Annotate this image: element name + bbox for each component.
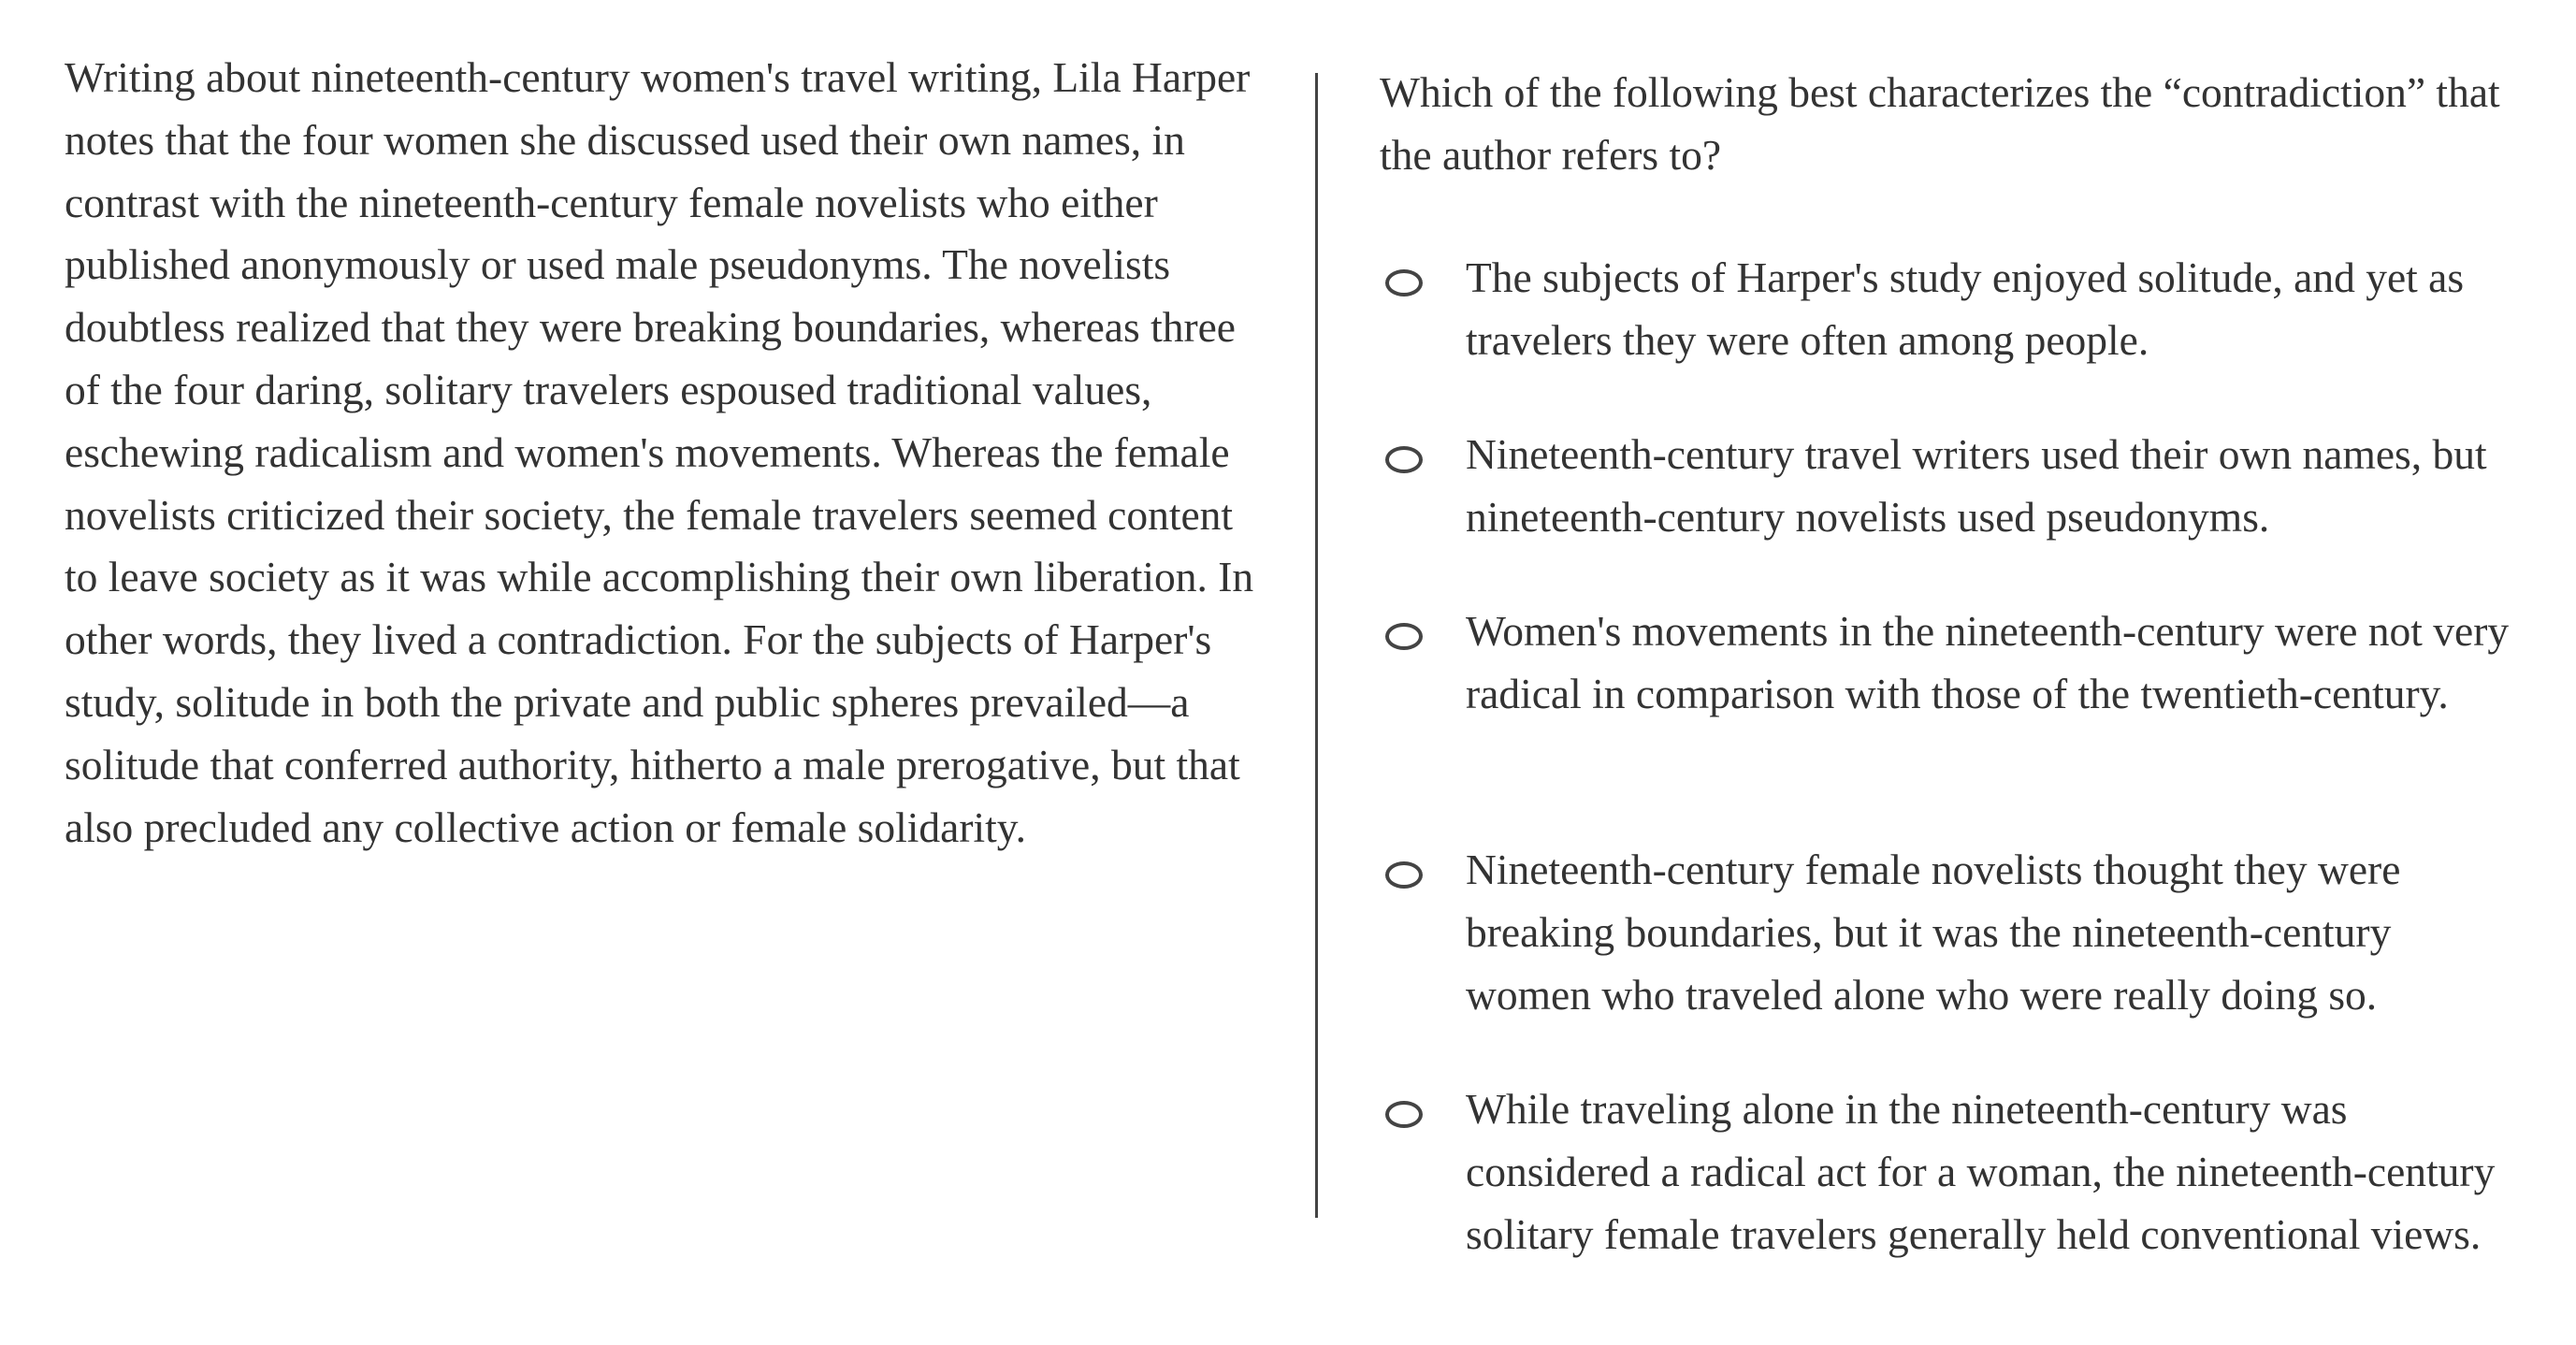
answer-choice-label: While traveling alone in the nineteenth-century was considered a radical act for a woman, the nineteenth-century solitary female travelers generally held conventional views.: [1466, 1085, 2496, 1258]
answer-choice-label: The subjects of Harper's study enjoyed solitude, and yet as travelers they were often among people.: [1466, 253, 2465, 364]
answer-choice-d[interactable]: [1380, 839, 2530, 1026]
answer-choice-b[interactable]: [1380, 424, 2530, 549]
reading-passage: Writing about nineteenth-century women's travel writing, Lila Harper notes that the four women she discussed used their own names, in contrast with the nineteenth-century female novelists who either published anonymously or used male pseudonyms. The novelists doubtless realized that they were breaking boundaries, whereas three of the four daring, solitary travelers espoused traditional values, eschewing radicalism and women's movements. Whereas the female novelists criticized their society, the female travelers seemed content to leave society as it was while accomplishing their own liberation. In other words, they lived a contradiction. For the subjects of Harper's study, solitude in both the private and public spheres prevailed—a solitude that conferred authority, hitherto a male prerogative, but that also precluded any collective action or female solidarity.: [65, 53, 1254, 851]
question-prompt: Which of the following best characterizes the “contradiction” that the author refers to?: [1380, 68, 2500, 179]
column-divider: [1315, 73, 1318, 1218]
answer-choice-a[interactable]: [1380, 247, 2530, 372]
radio-button-icon[interactable]: [1385, 269, 1423, 296]
answer-choice-label: Nineteenth-century female novelists thought they were breaking boundaries, but it was the nineteenth-century women who traveled alone who were really doing so.: [1466, 846, 2401, 1019]
answer-choice-label: Nineteenth-century travel writers used their own names, but nineteenth-century novelists used pseudonyms.: [1466, 430, 2487, 541]
answer-choice-c[interactable]: [1380, 600, 2530, 726]
radio-button-icon[interactable]: [1385, 623, 1423, 650]
radio-button-icon[interactable]: [1385, 1101, 1423, 1128]
answer-choice-label: Women's movements in the nineteenth-century were not very radical in comparison with those of the twentieth-century.: [1466, 607, 2510, 717]
radio-button-icon[interactable]: [1385, 861, 1423, 889]
answer-choice-e[interactable]: [1380, 1078, 2530, 1265]
radio-button-icon[interactable]: [1385, 446, 1423, 473]
